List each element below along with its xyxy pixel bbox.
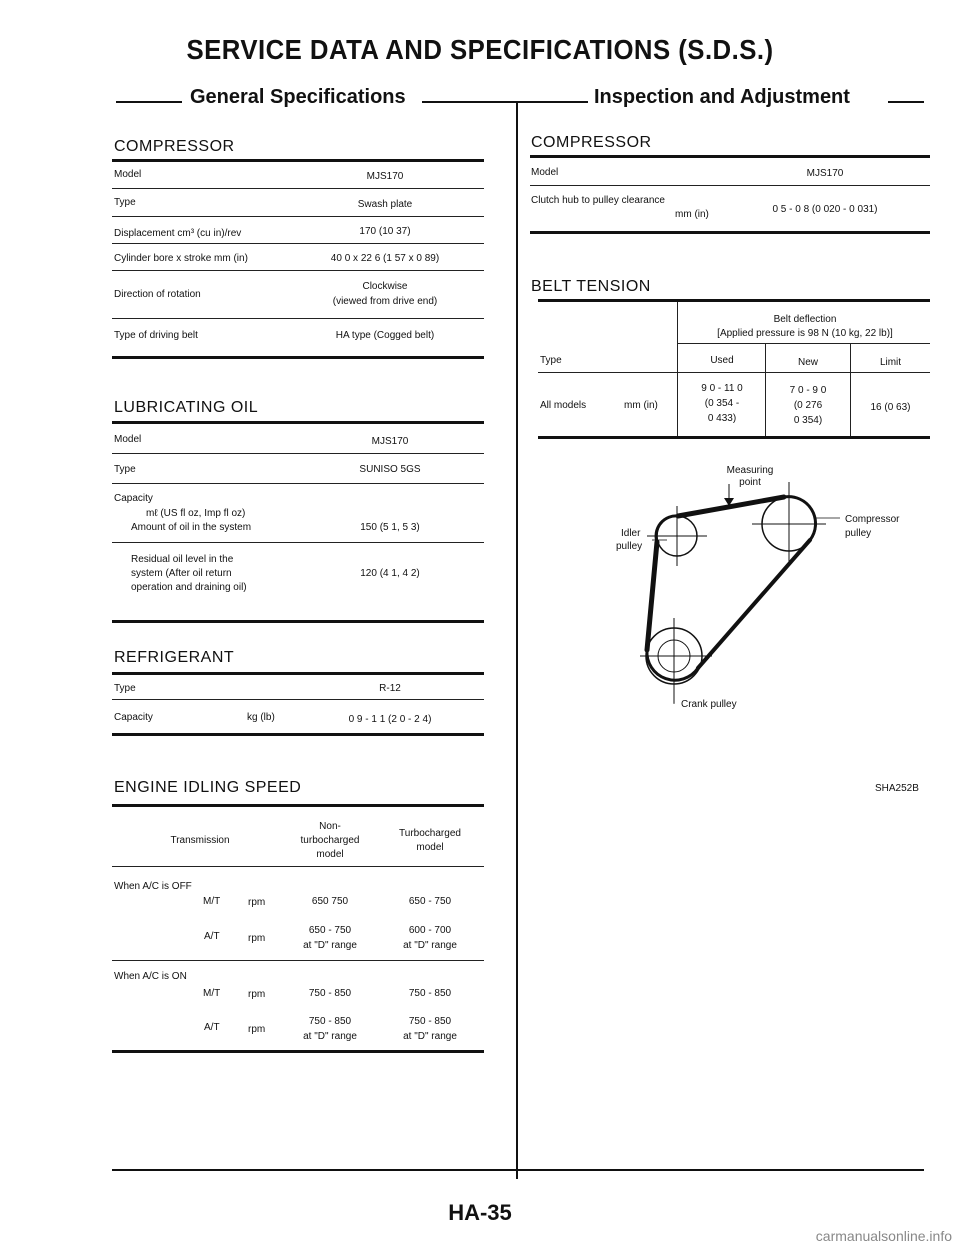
range-label: at "D" range (403, 1031, 457, 1042)
belt-diagram (600, 460, 930, 740)
inspection-adjustment-header: Inspection and Adjustment (594, 86, 850, 108)
limit-value: 16 (0 63) (870, 402, 911, 413)
compressor-section-title: COMPRESSOR (114, 138, 235, 155)
new-value: 7 0 - 9 0 (789, 385, 827, 396)
spec-label: Model (114, 434, 142, 445)
spec-label: Type of driving belt (114, 330, 198, 341)
row-divider (112, 453, 484, 454)
watermark: carmanualsonline.info (815, 1228, 952, 1244)
table-vline (677, 302, 678, 438)
spec-value: 650 750 (311, 896, 349, 907)
spec-label: Type (114, 683, 136, 694)
spec-label: Model (531, 167, 559, 178)
spec-value: 750 - 850 (308, 988, 352, 999)
col-header-new: New (797, 357, 818, 368)
col-header-used: Used (710, 355, 734, 366)
unit-label: rpm (248, 897, 266, 908)
page-title: SERVICE DATA AND SPECIFICATIONS (S.D.S.) (186, 34, 774, 65)
col-header-non-turbo: Non- (319, 821, 341, 832)
spec-value: HA type (Cogged belt) (335, 330, 435, 341)
spec-value: 650 - 750 (308, 925, 352, 936)
refrigerant-title: REFRIGERANT (114, 649, 235, 666)
spec-value: Clockwise (362, 281, 408, 292)
trans-label: M/T (203, 896, 221, 907)
bottom-rule (112, 1169, 924, 1171)
belt-tension-title: BELT TENSION (531, 278, 651, 295)
spec-value: MJS170 (366, 171, 404, 182)
spec-label: Amount of oil in the system (131, 522, 252, 533)
spec-label: Residual oil level in the (131, 554, 234, 565)
spec-label: Capacity (114, 493, 153, 504)
section-end-rule (112, 356, 484, 359)
row-divider (538, 372, 930, 373)
col-header-transmission: Transmission (170, 835, 230, 846)
trans-label: A/T (204, 931, 220, 942)
section-rule (112, 804, 484, 807)
spec-value: 0 5 - 0 8 (0 020 - 0 031) (772, 204, 878, 215)
spec-label: Direction of rotation (114, 289, 201, 300)
unit-label: mm (in) (624, 400, 658, 411)
spec-value: 150 (5 1, 5 3) (360, 522, 420, 533)
spec-value: 120 (4 1, 4 2) (360, 568, 420, 579)
column-divider (516, 103, 518, 1179)
section-end-rule (112, 1050, 484, 1053)
section-rule (538, 299, 930, 302)
col-header-turbo: model (416, 842, 444, 853)
spec-value: 170 (10 37) (359, 226, 411, 237)
row-label: All models (540, 400, 587, 411)
spec-value: 750 - 850 (308, 1016, 352, 1027)
spec-value: MJS170 (371, 436, 409, 447)
section-end-rule (538, 436, 930, 439)
row-divider (530, 185, 930, 186)
row-divider (112, 866, 484, 867)
spec-value: (viewed from drive end) (332, 296, 438, 307)
spec-value: 40 0 x 22 6 (1 57 x 0 89) (330, 253, 440, 264)
measuring-point-label: Measuring (726, 465, 774, 476)
row-label: Type (540, 355, 562, 366)
section-rule (112, 672, 484, 675)
header-rule (888, 101, 924, 103)
unit-label: rpm (248, 1024, 266, 1035)
general-specifications-header: General Specifications (190, 86, 406, 108)
new-value: 0 354) (793, 415, 823, 426)
used-value: (0 354 - (704, 398, 740, 409)
spec-value: MJS170 (806, 168, 844, 179)
spec-value: 650 - 750 (408, 896, 452, 907)
spec-label: Displacement cm³ (cu in)/rev (114, 228, 242, 239)
unit-label: rpm (248, 989, 266, 1000)
used-value: 0 433) (707, 413, 737, 424)
header-rule (116, 101, 182, 103)
right-compressor-title: COMPRESSOR (531, 134, 652, 151)
condition-label: When A/C is ON (114, 971, 187, 982)
range-label: at "D" range (303, 1031, 357, 1042)
compressor-pulley-label: pulley (845, 528, 872, 539)
spec-value: 600 - 700 (408, 925, 452, 936)
row-divider (677, 343, 930, 344)
spec-value: 750 - 850 (408, 1016, 452, 1027)
col-header-deflection: [Applied pressure is 98 N (10 kg, 22 lb)] (717, 328, 893, 339)
range-label: at "D" range (403, 940, 457, 951)
col-header-turbo: Turbocharged (399, 828, 461, 839)
spec-label: Clutch hub to pulley clearance (531, 195, 665, 206)
row-divider (112, 270, 484, 271)
unit-label: kg (lb) (247, 712, 275, 723)
spec-label: Cylinder bore x stroke mm (in) (114, 253, 248, 264)
spec-label: Type (114, 464, 136, 475)
spec-label: Type (114, 197, 136, 208)
spec-label: system (After oil return (131, 568, 232, 579)
section-end-rule (112, 620, 484, 623)
spec-value: SUNISO 5GS (359, 464, 421, 475)
unit-label: mℓ (US fl oz, Imp fl oz) (146, 508, 246, 519)
used-value: 9 0 - 11 0 (701, 383, 743, 394)
spec-value: 0 9 - 1 1 (2 0 - 2 4) (348, 714, 432, 725)
spec-label: Model (114, 169, 142, 180)
idler-pulley-label: Idler (621, 528, 641, 539)
header-rule (422, 101, 588, 103)
row-divider (112, 699, 484, 700)
row-divider (112, 243, 484, 244)
col-header-non-turbo: turbocharged (300, 835, 360, 846)
page-number: HA-35 (448, 1200, 512, 1225)
new-value: (0 276 (793, 400, 823, 411)
spec-label: Capacity (114, 712, 153, 723)
row-divider (112, 483, 484, 484)
row-divider (112, 542, 484, 543)
unit-label: mm (in) (675, 209, 709, 220)
lubricating-oil-title: LUBRICATING OIL (114, 399, 259, 416)
spec-value: Swash plate (357, 199, 413, 210)
trans-label: A/T (204, 1022, 220, 1033)
spec-value: R-12 (379, 683, 401, 694)
idling-speed-title: ENGINE IDLING SPEED (114, 779, 302, 796)
spec-label: operation and draining oil) (131, 582, 247, 593)
row-divider (112, 318, 484, 319)
section-end-rule (112, 733, 484, 736)
range-label: at "D" range (303, 940, 357, 951)
section-rule (530, 155, 930, 158)
spec-value: 750 - 850 (408, 988, 452, 999)
idler-pulley-label: pulley (616, 541, 643, 552)
row-divider (112, 216, 484, 217)
col-header-non-turbo: model (316, 849, 344, 860)
section-end-rule (530, 231, 930, 234)
row-divider (112, 188, 484, 189)
row-divider (112, 960, 484, 961)
section-rule (112, 159, 484, 162)
col-header-deflection: Belt deflection (773, 314, 837, 325)
section-rule (112, 421, 484, 424)
measuring-point-label: point (739, 477, 761, 488)
crank-pulley-label: Crank pulley (681, 699, 737, 710)
figure-code: SHA252B (875, 783, 919, 794)
unit-label: rpm (248, 933, 266, 944)
compressor-pulley-label: Compressor (845, 514, 900, 525)
condition-label: When A/C is OFF (114, 881, 192, 892)
trans-label: M/T (203, 988, 221, 999)
col-header-limit: Limit (879, 357, 902, 368)
